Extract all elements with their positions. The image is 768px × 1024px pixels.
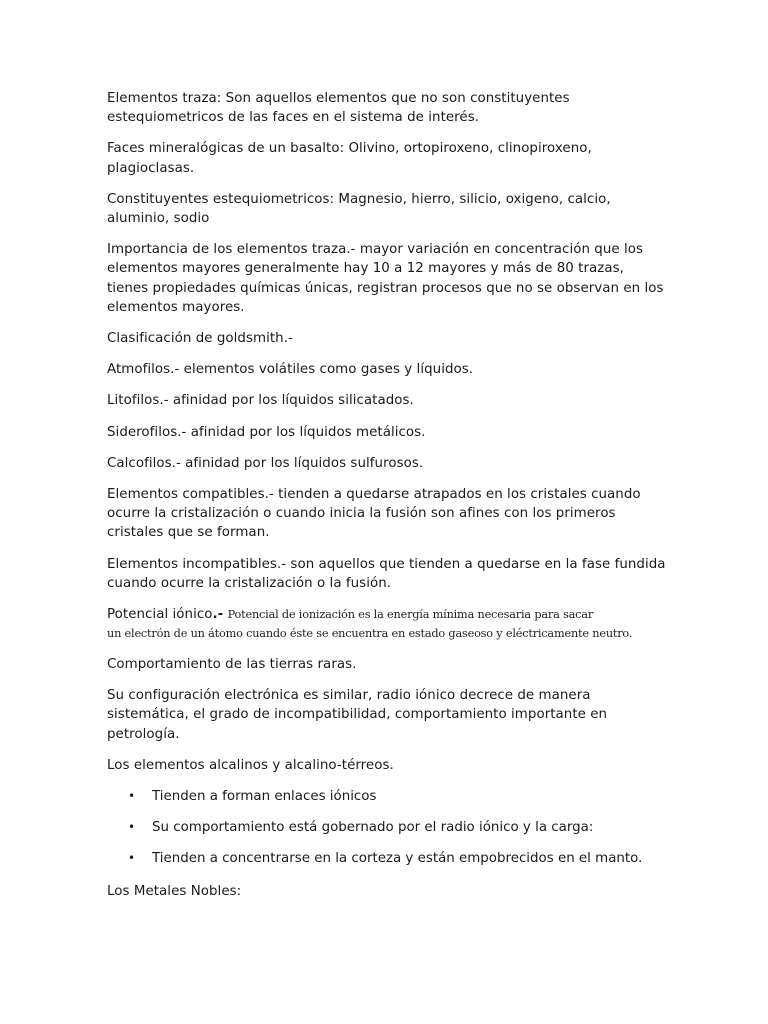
potencial-definition-line2: un electrón de un átomo cuando éste se encuentra en estado gaseoso y eléctricamente neutro.: [107, 627, 633, 641]
paragraph-calcofilos: Calcofilos.- afinidad por los líquidos sulfurosos.: [107, 455, 424, 471]
potencial-definition-line1: Potencial de ionización es la energía mínima necesaria para sacar: [227, 608, 594, 622]
list-item-text: Tienden a concentrarse en la corteza y están empobrecidos en el manto.: [152, 851, 643, 867]
paragraph-siderofilos: Siderofilos.- afinidad por los líquidos metálicos.: [107, 424, 426, 440]
bullet-list: [107, 787, 668, 869]
paragraph-tierras-raras: Comportamiento de las tierras raras.: [107, 657, 357, 673]
list-item: [107, 849, 668, 868]
bullet-icon: •: [128, 789, 136, 804]
list-item-text: Tienden a forman enlaces iónicos: [152, 789, 377, 805]
paragraph-potencial-ionico: [107, 605, 668, 643]
paragraph-alcalinos: Los elementos alcalinos y alcalino-térreos.: [107, 757, 394, 773]
potencial-dot-dash: .-: [212, 607, 224, 623]
paragraph-compatibles: Elementos compatibles.- tienden a quedarse atrapados en los cristales cuando ocurre la cristalización o cuando inicia la fusión son afines con los primeros cristales que se forman.: [107, 487, 641, 541]
list-item: [107, 787, 668, 806]
paragraph-metales-nobles: Los Metales Nobles:: [107, 883, 242, 899]
list-item-text: Su comportamiento está gobernado por el radio iónico y la carga:: [152, 820, 594, 836]
paragraph-atmofilos: Atmofilos.- elementos volátiles como gases y líquidos.: [107, 362, 474, 378]
paragraph-incompatibles: Elementos incompatibles.- son aquellos que tienden a quedarse en la fase fundida cuando ocurre la cristalización o la fusión.: [107, 556, 666, 591]
paragraph-litofilos: Litofilos.- afinidad por los líquidos silicatados.: [107, 393, 414, 409]
potencial-lead: Potencial iónico: [107, 607, 213, 623]
paragraph-constituyentes: Constituyentes estequiometricos: Magnesio, hierro, silicio, oxigeno, calcio, aluminio, sodio: [107, 191, 611, 227]
bullet-icon: •: [128, 851, 136, 866]
paragraph-importancia: Importancia de los elementos traza.- mayor variación en concentración que los elementos mayores generalmente hay 10 a 12 mayores y más de 80 trazas, tienes propiedades químicas únicas, registran procesos que no se observan en los elementos mayores.: [107, 242, 664, 315]
list-item: [107, 818, 668, 837]
bullet-icon: •: [128, 820, 136, 835]
paragraph-configuracion: Su configuración electrónica es similar, radio iónico decrece de manera sistemática, el grado de incompatibilidad, comportamiento importante en petrología.: [107, 688, 608, 742]
paragraph-clasificacion-goldsmith: Clasificación de goldsmith.-: [107, 331, 293, 347]
paragraph-faces-basalto: Faces mineralógicas de un basalto: Olivino, ortopiroxeno, clinopiroxeno, plagioclasas.: [107, 141, 592, 176]
paragraph-elementos-traza: Elementos traza: Son aquellos elementos que no son constituyentes estequiometricos de las faces en el sistema de interés.: [107, 91, 570, 126]
